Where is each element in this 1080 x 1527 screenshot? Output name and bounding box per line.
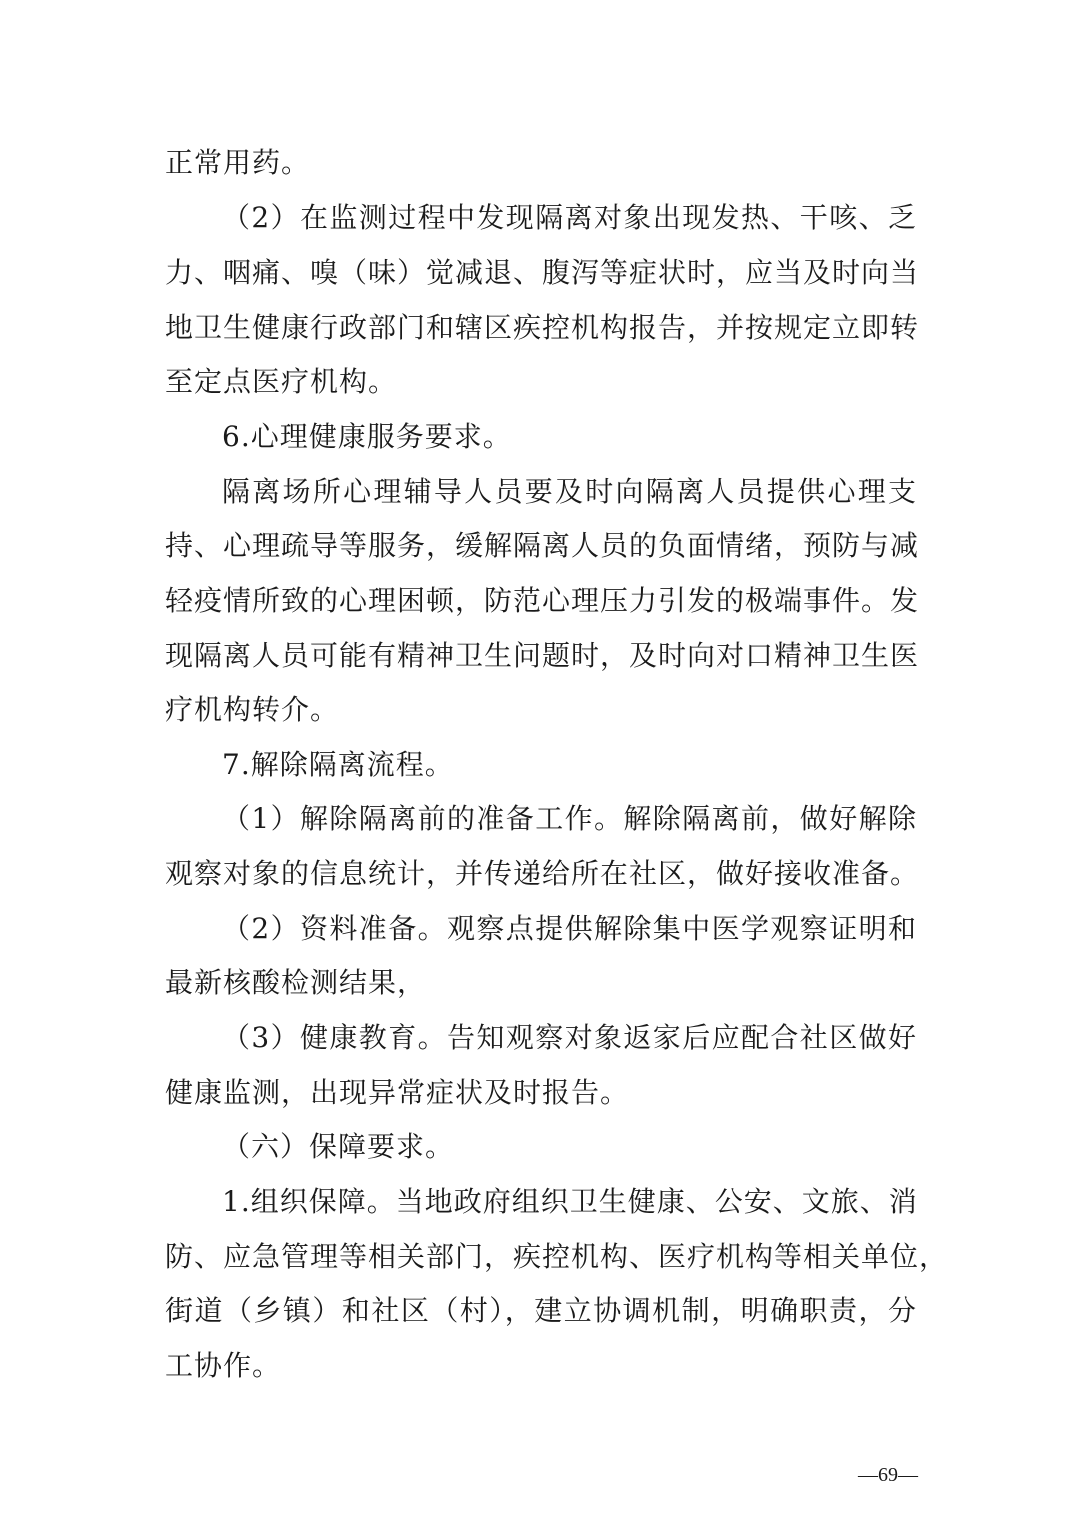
text-line: 现隔离人员可能有精神卫生问题时，及时向对口精神卫生医 xyxy=(165,639,920,672)
text-line: 工协作。 xyxy=(165,1349,282,1382)
page-number: —69— xyxy=(858,1464,918,1486)
text-line: 地卫生健康行政部门和辖区疾控机构报告，并按规定立即转 xyxy=(165,311,920,344)
text-line: 疗机构转介。 xyxy=(165,693,340,726)
section-heading: （六）保障要求。 xyxy=(222,1130,455,1163)
text-line: 轻疫情所致的心理困顿，防范心理压力引发的极端事件。发 xyxy=(165,584,920,617)
text-line: 至定点医疗机构。 xyxy=(165,365,398,398)
text-line: （1）解除隔离前的准备工作。解除隔离前，做好解除 xyxy=(222,802,917,835)
text-line: （3）健康教育。告知观察对象返家后应配合社区做好 xyxy=(222,1021,917,1054)
text-line: （2）资料准备。观察点提供解除集中医学观察证明和 xyxy=(222,912,917,945)
text-line: 隔离场所心理辅导人员要及时向隔离人员提供心理支 xyxy=(222,475,917,508)
text-line: 观察对象的信息统计，并传递给所在社区，做好接收准备。 xyxy=(165,857,920,890)
text-line: 持、心理疏导等服务，缓解隔离人员的负面情绪，预防与减 xyxy=(165,529,920,562)
section-heading: 6.心理健康服务要求。 xyxy=(222,420,512,453)
section-heading: 7.解除隔离流程。 xyxy=(222,748,454,781)
text-line: 力、咽痛、嗅（味）觉减退、腹泻等症状时，应当及时向当 xyxy=(165,256,920,289)
text-line: 防、应急管理等相关部门，疾控机构、医疗机构等相关单位， xyxy=(165,1240,949,1273)
text-line: （2）在监测过程中发现隔离对象出现发热、干咳、乏 xyxy=(222,201,917,234)
text-line: 正常用药。 xyxy=(165,146,311,179)
text-line: 1.组织保障。当地政府组织卫生健康、公安、文旅、消 xyxy=(222,1185,918,1218)
text-line: 最新核酸检测结果， xyxy=(165,966,427,999)
text-line: 街道（乡镇）和社区（村），建立协调机制，明确职责，分 xyxy=(165,1294,917,1327)
text-line: 健康监测，出现异常症状及时报告。 xyxy=(165,1076,630,1109)
